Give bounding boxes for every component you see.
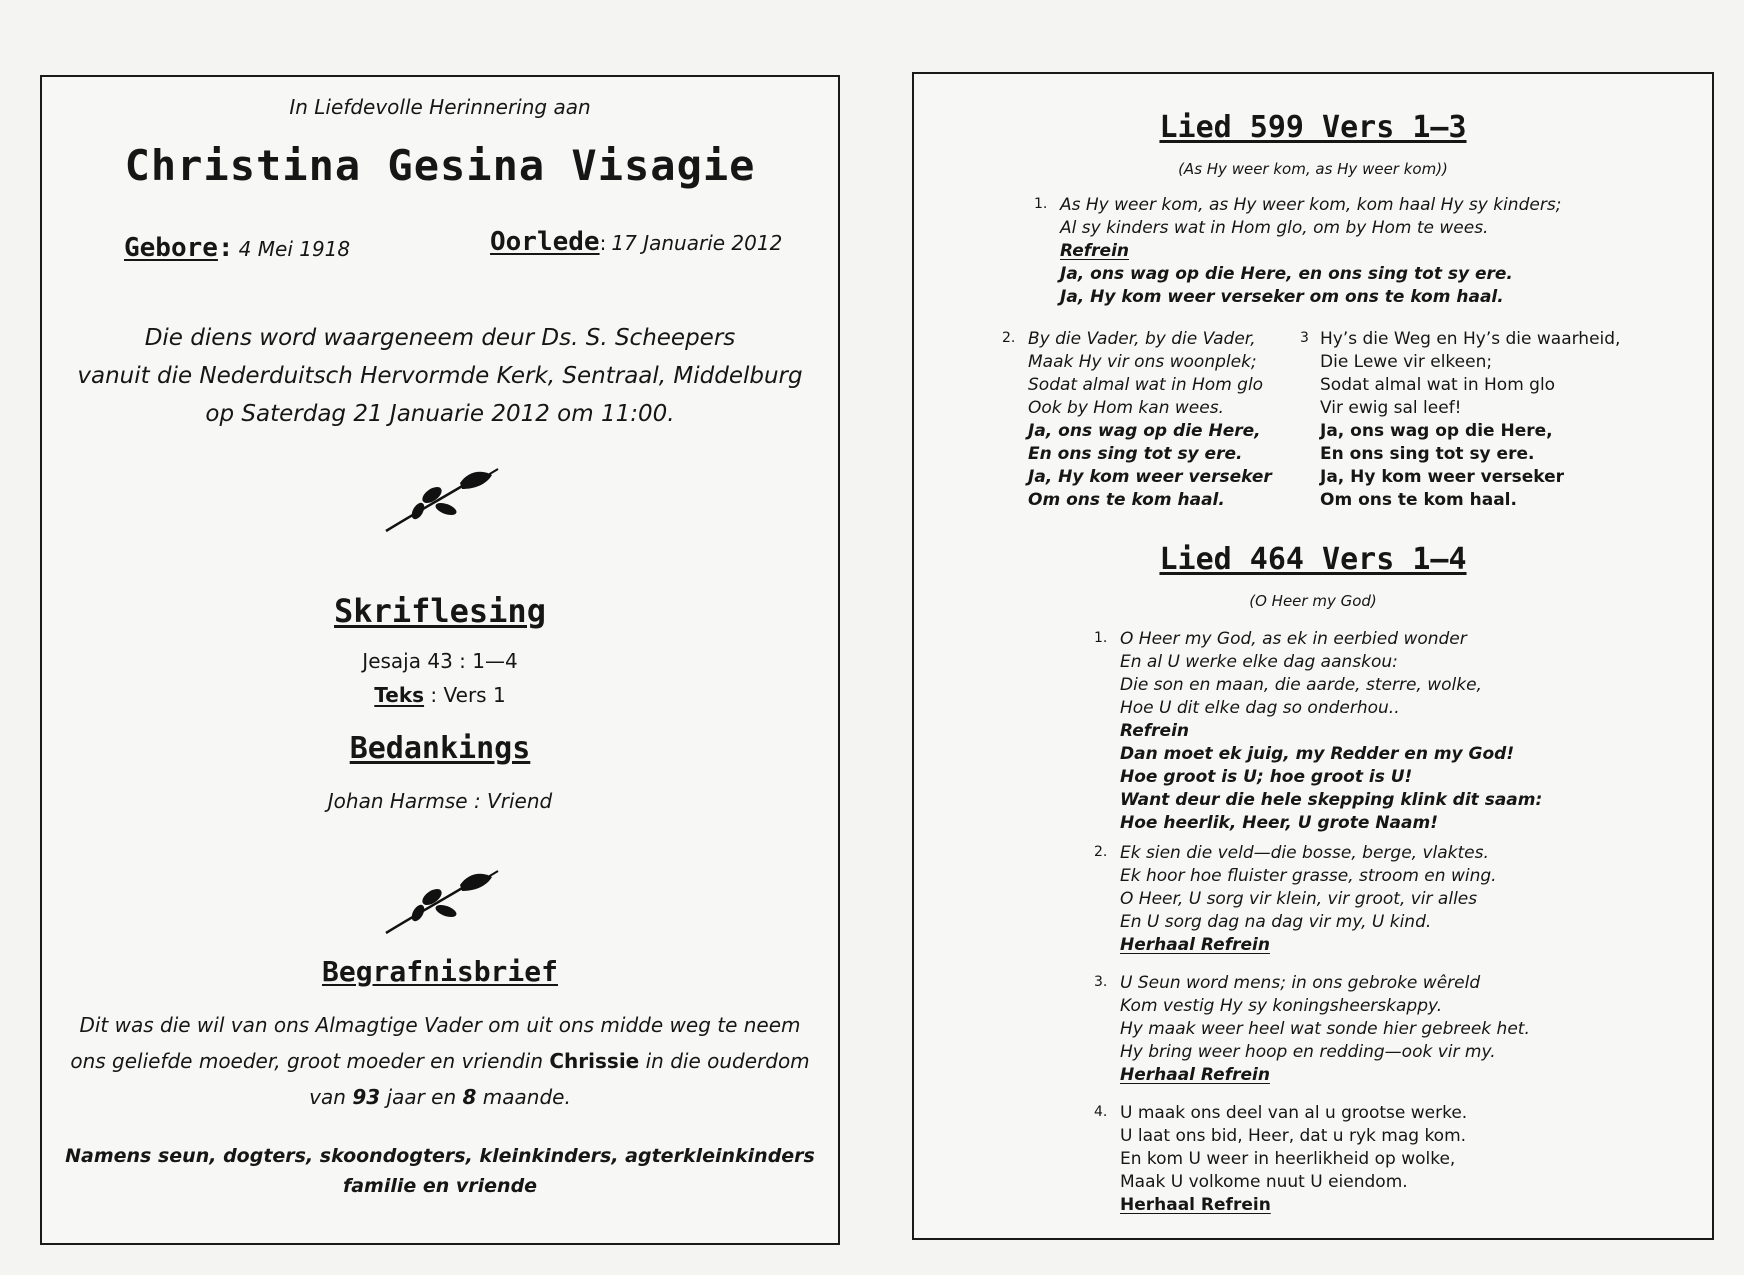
- rose-icon: [382, 465, 502, 535]
- verse-line: Ek hoor hoe fluister grasse, stroom en wing.: [1120, 866, 1497, 886]
- verse-line: Vir ewig sal leef!: [1320, 398, 1462, 418]
- refrain-label: Refrein: [1060, 241, 1130, 261]
- verse-line: As Hy weer kom, as Hy weer kom, kom haal Hy sy kinders;: [1060, 195, 1562, 215]
- age-months: 8: [462, 1085, 477, 1109]
- verse-line: By die Vader, by die Vader,: [1028, 329, 1256, 349]
- service-line: op Saterdag 21 Januarie 2012 om 11:00.: [205, 401, 675, 427]
- refrain-line: Ja, ons wag op die Here, en ons sing tot sy ere.: [1060, 264, 1513, 284]
- nickname: Chrissie: [549, 1049, 640, 1073]
- repeat-refrain: Herhaal Refrein: [1120, 1065, 1270, 1085]
- hymn-599-verse-3: [1320, 328, 1620, 512]
- rose-icon: [382, 867, 502, 937]
- repeat-refrain: Herhaal Refrein: [1120, 1195, 1271, 1215]
- refrain-line: Want deur die hele skepping klink dit saam:: [1120, 790, 1543, 810]
- refrain-line: Ja, ons wag op die Here,: [1320, 421, 1553, 441]
- died-label: Oorlede: [490, 227, 600, 257]
- refrain-line: Dan moet ek juig, my Redder en my God!: [1120, 744, 1515, 764]
- service-details: [42, 319, 838, 433]
- verse-number: 3: [1300, 330, 1309, 346]
- letter-line: van 93 jaar en 8 maande.: [309, 1085, 571, 1109]
- verse-line: Sodat almal wat in Hom glo: [1028, 375, 1264, 395]
- refrain-line: Om ons te kom haal.: [1028, 490, 1225, 510]
- verse-number: 4.: [1094, 1104, 1108, 1120]
- letter-title: Begrafnisbrief: [321, 955, 558, 988]
- verse-number: 2.: [1094, 844, 1108, 860]
- service-line: Die diens word waargeneem deur Ds. S. Scheepers: [144, 325, 736, 351]
- family-signature: [42, 1141, 838, 1201]
- hymn-599-subtitle: (As Hy weer kom, as Hy weer kom)): [1178, 160, 1448, 178]
- refrain-line: En ons sing tot sy ere.: [1320, 444, 1535, 464]
- hymn-599-title: Lied 599 Vers 1—3: [1159, 110, 1467, 145]
- age-years: 93: [352, 1085, 381, 1109]
- hymn-464-subtitle: (O Heer my God): [1249, 592, 1377, 610]
- died-date: 17 Januarie 2012: [611, 231, 783, 255]
- verse-line: Hy’s die Weg en Hy’s die waarheid,: [1320, 329, 1621, 349]
- refrain-line: En ons sing tot sy ere.: [1028, 444, 1243, 464]
- verse-line: U laat ons bid, Heer, dat u ryk mag kom.: [1120, 1126, 1467, 1146]
- letter-line: ons geliefde moeder, groot moeder en vriendin Chrissie in die ouderdom: [70, 1049, 810, 1073]
- left-panel: [40, 75, 840, 1245]
- verse-number: 1.: [1094, 630, 1108, 646]
- verse-line: U Seun word mens; in ons gebroke wêreld: [1120, 973, 1481, 993]
- sermon-text: Teks : Vers 1: [374, 683, 506, 707]
- born-date: 4 Mei 1918: [238, 237, 351, 261]
- verse-line: Kom vestig Hy sy koningsheerskappy.: [1120, 996, 1443, 1016]
- refrain-line: Hoe groot is U; hoe groot is U!: [1120, 767, 1413, 787]
- verse-line: Hy bring weer hoop en redding—ook vir my.: [1120, 1042, 1496, 1062]
- verse-line: Maak Hy vir ons woonplek;: [1028, 352, 1257, 372]
- verse-line: Hy maak weer heel wat sonde hier gebreek het.: [1120, 1019, 1530, 1039]
- deceased-name: Christina Gesina Visagie: [124, 141, 756, 190]
- hymn-464-title: Lied 464 Vers 1—4: [1159, 542, 1467, 577]
- letter-line: Dit was die wil van ons Almagtige Vader om uit ons midde weg te neem: [79, 1013, 801, 1037]
- verse-line: Die Lewe vir elkeen;: [1320, 352, 1493, 372]
- death-info: Oorlede: 17 Januarie 2012: [490, 227, 783, 257]
- reading-title: Skriflesing: [334, 592, 546, 630]
- refrain-line: Ja, Hy kom weer verseker: [1028, 467, 1272, 487]
- refrain-line: Ja, Hy kom weer verseker om ons te kom haal.: [1060, 287, 1504, 307]
- family-line: Namens seun, dogters, skoondogters, kleinkinders, agterkleinkinders: [65, 1145, 815, 1167]
- birth-info: Gebore: 4 Mei 1918: [124, 233, 351, 263]
- thanks-value: Johan Harmse : Vriend: [327, 789, 553, 813]
- family-line: familie en vriende: [342, 1175, 538, 1197]
- verse-line: En U sorg dag na dag vir my, U kind.: [1120, 912, 1432, 932]
- repeat-refrain: Herhaal Refrein: [1120, 935, 1270, 955]
- verse-number: 1.: [1034, 196, 1048, 212]
- verse-line: O Heer my God, as ek in eerbied wonder: [1120, 629, 1467, 649]
- thanks-title: Bedankings: [349, 731, 531, 766]
- verse-line: En kom U weer in heerlikheid op wolke,: [1120, 1149, 1456, 1169]
- refrain-line: Hoe heerlik, Heer, U grote Naam!: [1120, 813, 1438, 833]
- text-value: Vers 1: [443, 683, 506, 707]
- refrain-label: Refrein: [1120, 721, 1190, 741]
- verse-line: Sodat almal wat in Hom glo: [1320, 375, 1556, 395]
- hymn-599-verse-2: [1028, 328, 1272, 512]
- refrain-line: Ja, ons wag op die Here,: [1028, 421, 1261, 441]
- verse-number: 3.: [1094, 974, 1108, 990]
- funeral-letter: [42, 1007, 838, 1115]
- born-label: Gebore: [124, 233, 218, 263]
- reading-reference: Jesaja 43 : 1—4: [362, 649, 518, 673]
- verse-line: Die son en maan, die aarde, sterre, wolke,: [1120, 675, 1482, 695]
- refrain-line: Ja, Hy kom weer verseker: [1320, 467, 1565, 487]
- hymn-599-verse-1: [1060, 194, 1561, 309]
- verse-line: Al sy kinders wat in Hom glo, om by Hom te wees.: [1060, 218, 1489, 238]
- hymn-464-verse-2: [1120, 842, 1497, 957]
- verse-line: Ek sien die veld—die bosse, berge, vlaktes.: [1120, 843, 1489, 863]
- hymn-464-verse-1: [1120, 628, 1542, 835]
- verse-line: U maak ons deel van al u grootse werke.: [1120, 1103, 1468, 1123]
- service-line: vanuit die Nederduitsch Hervormde Kerk, Sentraal, Middelburg: [77, 363, 803, 389]
- refrain-line: Om ons te kom haal.: [1320, 490, 1517, 510]
- hymn-464-verse-4: [1120, 1102, 1467, 1217]
- verse-line: Ook by Hom kan wees.: [1028, 398, 1224, 418]
- hymn-464-verse-3: [1120, 972, 1530, 1087]
- verse-number: 2.: [1002, 330, 1016, 346]
- verse-line: Maak U volkome nuut U eiendom.: [1120, 1172, 1408, 1192]
- verse-line: En al U werke elke dag aanskou:: [1120, 652, 1398, 672]
- text-label: Teks: [374, 683, 425, 707]
- verse-line: Hoe U dit elke dag so onderhou..: [1120, 698, 1400, 718]
- right-panel: [912, 72, 1714, 1240]
- memorial-intro: In Liefdevolle Herinnering aan: [289, 95, 591, 119]
- verse-line: O Heer, U sorg vir klein, vir groot, vir alles: [1120, 889, 1478, 909]
